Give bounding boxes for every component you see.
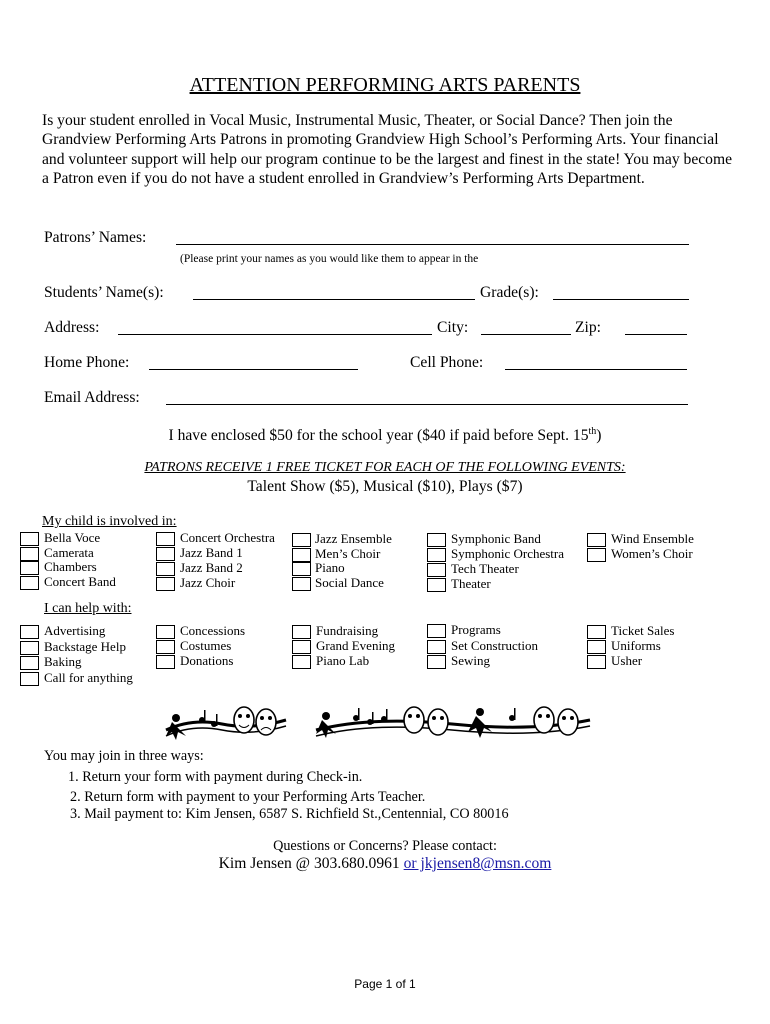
involved-checkbox[interactable] [427, 548, 446, 562]
involved-option-label: Piano [315, 560, 345, 575]
help-option-label: Backstage Help [44, 638, 126, 654]
involved-checkbox[interactable] [156, 547, 175, 561]
zip-label: Zip: [575, 319, 601, 336]
involved-checkbox[interactable] [427, 563, 446, 577]
page-title: ATTENTION PERFORMING ARTS PARENTS [189, 74, 581, 96]
help-checkbox[interactable] [156, 655, 175, 669]
involved-option-label: Tech Theater [451, 561, 519, 576]
patrons-names-label: Patrons’ Names: [44, 229, 147, 246]
involved-option-label: Jazz Band 2 [180, 560, 243, 575]
involved-option-label: Jazz Ensemble [315, 531, 392, 546]
help-checkbox[interactable] [427, 640, 446, 654]
join-option-1: 1. Return your form with payment during Check-in. [68, 769, 363, 785]
involved-option-label: Men’s Choir [315, 545, 381, 561]
address-field[interactable] [118, 334, 432, 335]
help-checkbox[interactable] [292, 625, 311, 639]
help-checkbox[interactable] [156, 640, 175, 654]
contact-question: Questions or Concerns? Please contact: [273, 838, 497, 854]
cell-phone-label: Cell Phone: [410, 354, 484, 371]
events-list: Talent Show ($5), Musical ($10), Plays ($7) [247, 478, 523, 495]
help-option-label: Uniforms [611, 638, 661, 653]
involved-option-label: Jazz Band 1 [180, 545, 243, 560]
involved-checkbox[interactable] [20, 547, 39, 561]
involved-checkbox[interactable] [427, 578, 446, 592]
intro-paragraph: Is your student enrolled in Vocal Music, Instrumental Music, Theater, or Social Dance? Then join the Grandview Performing Arts Patrons in promoting Grandview High School’s Performing Arts. Your financial and volunteer support will help our program continue to be the largest and finest in the state! You may become a Patron even if you do not have a student enrolled in Grandview’s Performing Arts Department. [42, 112, 733, 188]
home-phone-label: Home Phone: [44, 354, 130, 371]
involved-option-label: Symphonic Band [451, 531, 541, 546]
patrons-names-hint: (Please print your names as you would like them to appear in the [180, 253, 479, 265]
involved-checkbox[interactable] [292, 577, 311, 591]
cell-phone-field[interactable] [505, 369, 687, 370]
help-checkbox[interactable] [292, 655, 311, 669]
help-option-label: Grand Evening [316, 638, 396, 653]
grade-label: Grade(s): [480, 284, 539, 301]
email-label: Email Address: [44, 389, 140, 406]
students-names-label: Students’ Name(s): [44, 284, 164, 301]
join-option-3: 3. Mail payment to: Kim Jensen, 6587 S. Richfield St.,Centennial, CO 80016 [70, 806, 509, 822]
free-tickets-heading: PATRONS RECEIVE 1 FREE TICKET FOR EACH OF THE FOLLOWING EVENTS: [144, 460, 626, 475]
help-checkbox[interactable] [427, 624, 446, 638]
involved-option-label: Concert Orchestra [180, 530, 275, 545]
help-checkbox[interactable] [587, 640, 606, 654]
help-checkbox[interactable] [156, 625, 175, 639]
help-option-label: Costumes [180, 638, 232, 653]
help-option-label: Ticket Sales [611, 623, 675, 638]
page-footer: Page 1 of 1 [354, 977, 416, 991]
involved-checkbox[interactable] [156, 577, 175, 591]
involved-checkbox[interactable] [587, 548, 606, 562]
involved-checkbox[interactable] [20, 576, 39, 590]
city-field[interactable] [481, 334, 571, 335]
theater-masks-banner-right [312, 700, 594, 742]
involved-checkbox[interactable] [292, 548, 311, 562]
help-heading: I can help with: [44, 601, 132, 616]
involved-option-label: Jazz Choir [180, 575, 236, 590]
email-field[interactable] [166, 404, 688, 405]
address-label: Address: [44, 319, 100, 336]
students-names-field[interactable] [193, 299, 475, 300]
involved-checkbox[interactable] [292, 533, 311, 547]
help-option-label: Advertising [44, 623, 106, 638]
involved-option-label: Wind Ensemble [611, 531, 694, 546]
contact-email-link[interactable]: or jkjensen8@msn.com [403, 855, 552, 872]
help-checkbox[interactable] [20, 656, 39, 670]
help-option-label: Donations [180, 653, 234, 668]
involved-heading: My child is involved in: [42, 514, 177, 529]
help-checkbox[interactable] [587, 655, 606, 669]
help-checkbox[interactable] [292, 640, 311, 654]
home-phone-field[interactable] [149, 369, 358, 370]
involved-option-label: Women’s Choir [611, 546, 693, 561]
involved-checkbox[interactable] [20, 532, 39, 546]
involved-option-label: Bella Voce [44, 530, 101, 545]
contact-line [0, 855, 770, 873]
involved-checkbox[interactable] [427, 533, 446, 547]
involved-checkbox[interactable] [292, 562, 311, 576]
involved-checkbox[interactable] [156, 532, 175, 546]
help-option-label: Usher [611, 653, 643, 668]
help-checkbox[interactable] [427, 655, 446, 669]
join-heading: You may join in three ways: [44, 748, 204, 764]
theater-masks-banner-left [162, 700, 290, 742]
help-option-label: Concessions [180, 623, 245, 638]
help-checkbox[interactable] [20, 625, 39, 639]
help-option-label: Baking [44, 654, 82, 669]
join-option-2: 2. Return form with payment to your Performing Arts Teacher. [70, 789, 426, 805]
involved-checkbox[interactable] [587, 533, 606, 547]
help-option-label: Sewing [451, 653, 490, 668]
help-checkbox[interactable] [20, 672, 39, 686]
involved-option-label: Chambers [44, 559, 97, 574]
involved-checkbox[interactable] [20, 561, 39, 575]
enclosed-statement: I have enclosed $50 for the school year ($40 if paid before Sept. 15th) [168, 426, 602, 445]
involved-option-label: Camerata [44, 544, 94, 560]
contact-name-phone: Kim Jensen @ 303.680.0961 [218, 855, 400, 872]
help-option-label: Fundraising [316, 623, 379, 638]
help-option-label: Set Construction [451, 637, 539, 653]
patrons-names-field[interactable] [176, 244, 689, 245]
involved-option-label: Concert Band [44, 573, 116, 589]
involved-option-label: Social Dance [315, 574, 384, 590]
grade-field[interactable] [553, 299, 689, 300]
help-option-label: Piano Lab [316, 653, 370, 668]
zip-field[interactable] [625, 334, 687, 335]
help-option-label: Programs [451, 622, 501, 637]
involved-checkbox[interactable] [156, 562, 175, 576]
help-checkbox[interactable] [20, 641, 39, 655]
involved-option-label: Symphonic Orchestra [451, 546, 565, 561]
help-checkbox[interactable] [587, 625, 606, 639]
city-label: City: [437, 319, 469, 336]
help-option-label: Call for anything [44, 669, 133, 685]
involved-option-label: Theater [451, 576, 491, 591]
